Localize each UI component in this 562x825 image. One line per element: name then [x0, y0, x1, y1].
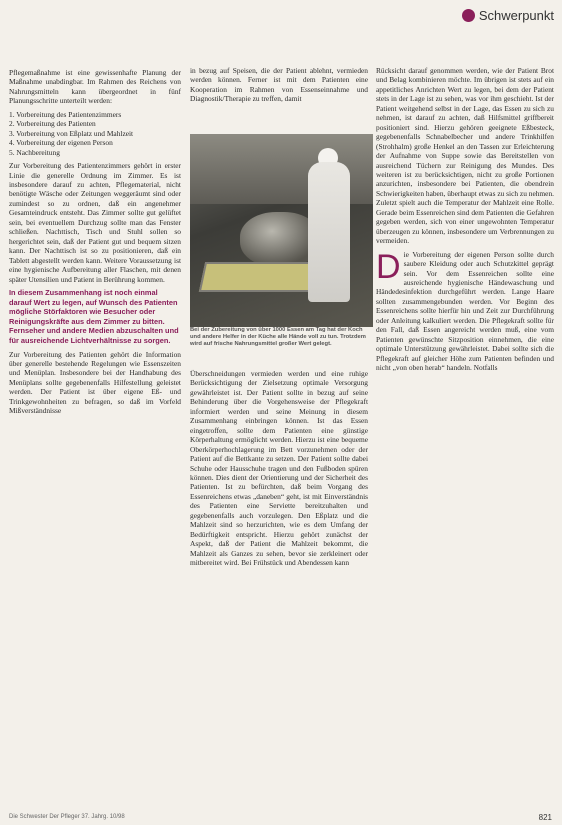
drop-cap: D — [376, 247, 401, 286]
body-paragraph: Zur Vorbereitung des Patientenzimmers gehört in erster Linie die generelle Ordnung im Zimmer. Es ist insbesondere darauf zu achten, Pflegematerial, nicht benötigte Wäsche oder Zeitungen weggeräumt sind oder zumindest so zu ordnen, daß ein angenehmer Gesamteindruck entsteht. Das Zimmer sollte gut gelüftet sein, bei eventuellem Durchzug sollte man das Fenster schließen. Nachttisch, Tisch und Stuhl sollen so hergerichtet sein, daß der Patient gut und bequem sitzen kann. Der Nachttisch ist so zu positionieren, daß ein Tablett abgestellt werden kann. Weitere Voraussetzung ist eine hygienische Aufbereitung aller Flaschen, mit denen später Utensilien und Patient in Berührung kommen. — [9, 161, 181, 284]
planning-steps-list — [9, 110, 181, 157]
highlight-paragraph: In diesem Zusammenhang ist noch einmal darauf Wert zu legen, auf Wunsch des Patienten mögliche Störfaktoren wie Besucher oder Reinigungskräfte aus dem Zimmer zu bitten. Fernseher und andere Medien abzuschalten und für ausreichende Lichtverhältnisse zu sorgen. — [9, 287, 179, 345]
col2-top-paragraph: in bezug auf Speisen, die der Patient ablehnt, vermieden werden können. Ferner ist mit dem Patienten eine Kooperation im Rahmen von Essenseinnahme und Diagnostik/Therapie zu treffen, damit — [190, 66, 368, 104]
body-paragraph-2: Zur Vorbereitung des Patienten gehört die Information über generelle bestehende Regelungen wie Essenszeiten und Menüplan. Insbesondere bei der Handhabung des Menüplans sollte gegebenenfalls Hilfestellung geleistet werden. Der Patient ist über eigene Eß- und Trinkgewohnheiten zu befragen, so daß im Vorfeld Mißverständnisse — [9, 349, 181, 416]
column-2-body — [190, 369, 368, 809]
section-dot-icon — [462, 9, 475, 22]
list-item: 5. Nachbereitung — [9, 147, 60, 157]
column-1 — [9, 68, 181, 808]
list-item: 3. Vorbereitung von Eßplatz und Mahlzeit — [9, 128, 134, 138]
list-item: 1. Vorbereitung des Patientenzimmers — [9, 109, 122, 119]
column-3 — [376, 66, 554, 811]
list-item: 2. Vorbereitung des Patienten — [9, 119, 96, 129]
col3-top-paragraph: Rücksicht darauf genommen werden, wie der Patient Brot und Belag kombinieren möchte. Im übrigen ist stets auf ein appetitliches Anrichten Wert zu legen, bei dem der Patient stets in der Lage ist zu sehen, was vor ihm geschieht. Ist der Patient weitgehend selbst in der Lage, das Essen zu sich zu nehmen, ist darauf zu achten, daß Hilfsmittel griffbereit positioniert sind. Hierzu gehören geeignete Eßbesteck, gegebenenfalls Schnabelbecher und andere Trinkhilfen (Strohhalm) große Henkel an den Tassen zur Erleichterung der Aufnahme von Suppe sowie das Bereitstellen von ausreichend Tüchern zur Reinigung des Mundes. Des weiteren ist zu berücksichtigen, nicht zu große Portionen anzurichten, insbesondere bei Patienten, die obendrein Schwierigkeiten haben, überhaupt etwas zu sich zu nehmen. Zuletzt spielt auch die Temperatur der Mahlzeit eine Rolle. Gerade beim Essenreichen sind dem Patienten die Gefahren gegeben werden, sich von einer ungewohnten Temperatur überzeugen zu können, insbesondere um Verbrennungen zu vermeiden. — [376, 66, 554, 246]
column-2-top — [190, 66, 368, 104]
page-number: 821 — [538, 812, 552, 822]
photo-caption: Bei der Zubereitung von über 1000 Essen am Tag hat der Koch und andere Helfer in der Küche alle Hände voll zu tun. Trotzdem wird auf frische Nahrungsmittel großer Wert gelegt. — [190, 327, 366, 348]
col2-body-paragraph: Überschneidungen vermieden werden und eine ruhige Berücksichtigung der Zielsetzung optimale Versorgung gewährleistet ist. Der Patient sollte in bezug auf seine Behinderung über die Vorgehensweise der Pflegekraft informiert werden und seine Meinung in diesem Zusammenhang einbringen können. Ist das Essen eingetroffen, sollte dem Patienten eine günstige Körperhaltung ermöglicht werden. Hierzu ist eine bequeme Oberkörperhochlagerung im Bett vorzunehmen oder der Patient auf die Bettkante zu setzen. Der Patient sollte dabei Schuhe oder Hausschuhe tragen und den Fußboden spüren können. Dies dient der Orientierung und der Sicherheit des Patienten. Ist zu befürchten, daß beim Vorgang des Essenreichens etwas „daneben“ geht, ist mit Einverständnis des Patienten eine Serviette bereitzuhalten und gegebenenfalls auch vorzulegen. Den Eßplatz und die Mahlzeit sind so herzurichten, wie es dem Umfang der Bedürftigkeit entspricht. Hierzu gehört zunächst der Aspekt, daß der Patient die Mahlzeit bekommt, die Mahlzeit als Ganzes zu sehen, bevor sie zerkleinert oder mitbereitet wird. Bei Frühstück und Abendessen kann — [190, 369, 368, 568]
kitchen-photo — [190, 134, 373, 327]
list-item: 4. Vorbereitung der eigenen Person — [9, 138, 113, 148]
section-header — [462, 6, 554, 24]
page-footer — [9, 812, 552, 822]
col3-body-paragraph: ie Vorbereitung der eigenen Person sollte durch saubere Kleidung oder auch Schutzkittel geprägt sein. Vor dem Essenreichen sollte eine ausreichende hygienische Händewaschung und Händedesinfektion durchgeführt werden. Lange Haare sollten zusammengebunden werden. Vor Beginn des Essenreichens sollte hierfür hin und Zeit zur Durchführung oder Anleitung kalkuliert werden. Die Pflegekraft sollte für den Fall, daß Essen angereicht werden muß, eine vom Patienten gewünschte Sitzposition einnehmen, die eine optimale Unterstützung gewährleistet. Dabei sollte sich die Pflegekraft auf gleicher Höhe zum Patienten befinden und nicht „von oben herab“ handeln. Notfalls — [376, 249, 554, 373]
section-label: Schwerpunkt — [478, 7, 554, 23]
intro-paragraph: Pflegemaßnahme ist eine gewissenhafte Planung der Maßnahme unabdingbar. Im Rahmen des Reichens von Nahrungsmitteln kann übergeordnet in fünf Planungsschritte unterteilt werden: — [9, 68, 181, 106]
journal-citation: Die Schwester Der Pfleger 37. Jahrg. 10/98 — [9, 814, 125, 820]
